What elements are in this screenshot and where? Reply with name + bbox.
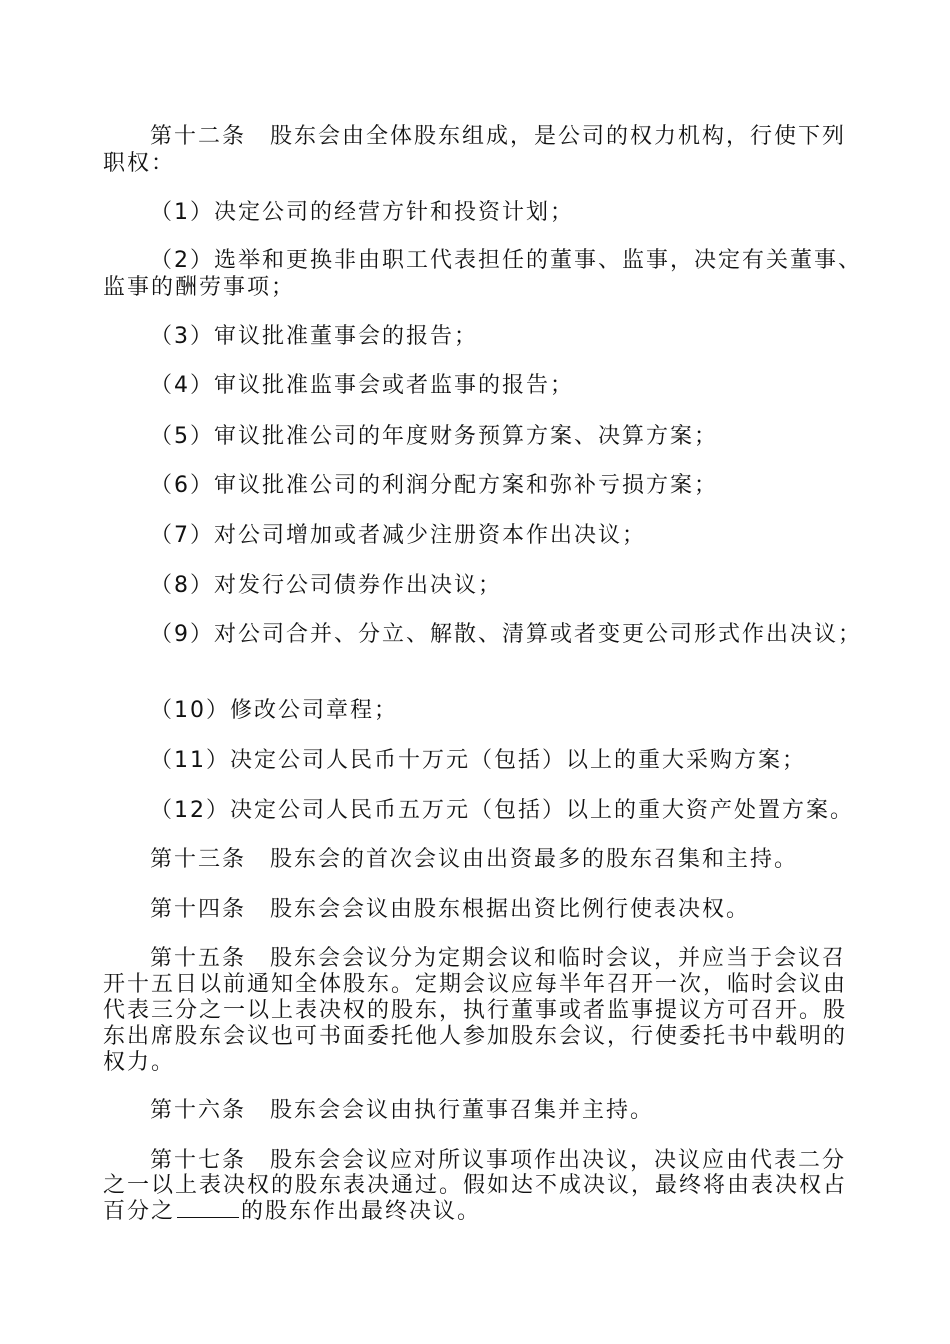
item-4: （4）审议批准监事会或者监事的报告； xyxy=(150,373,574,398)
item-11: （11）决定公司人民币十万元（包括）以上的重大采购方案； xyxy=(150,748,806,773)
article-17-line3-end: 的股东作出最终决议。 xyxy=(241,1199,482,1224)
item-8: （8）对发行公司债券作出决议； xyxy=(150,573,502,598)
item-7: （7）对公司增加或者减少注册资本作出决议； xyxy=(150,523,646,548)
article-17-line1: 第十七条 股东会会议应对所议事项作出决议，决议应由代表二分 xyxy=(150,1148,847,1173)
article-14: 第十四条 股东会会议由股东根据出资比例行使表决权。 xyxy=(150,897,751,922)
article-15-line2: 开十五日以前通知全体股东。定期会议应每半年召开一次，临时会议由 xyxy=(103,972,848,997)
article-17-line3-start: 百分之 xyxy=(103,1199,176,1224)
item-2-line1: （2）选举和更换非由职工代表担任的董事、监事，决定有关董事、 xyxy=(150,248,862,273)
article-16: 第十六条 股东会会议由执行董事召集并主持。 xyxy=(150,1098,655,1123)
percentage-blank xyxy=(177,1199,239,1218)
item-5: （5）审议批准公司的年度财务预算方案、决算方案； xyxy=(150,424,718,449)
item-9: （9）对公司合并、分立、解散、清算或者变更公司形式作出决议； xyxy=(150,622,862,647)
article-17-line3 xyxy=(103,1199,481,1225)
article-15-line3: 代表三分之一以上表决权的股东，执行董事或者监事提议方可召开。股 xyxy=(103,998,848,1023)
article-15-line1: 第十五条 股东会会议分为定期会议和临时会议，并应当于会议召 xyxy=(150,946,847,971)
article-12-line1: 第十二条 股东会由全体股东组成，是公司的权力机构，行使下列 xyxy=(150,124,847,149)
item-3: （3）审议批准董事会的报告； xyxy=(150,324,478,349)
article-17-line2: 之一以上表决权的股东表决通过。假如达不成决议，最终将由表决权占 xyxy=(103,1173,848,1198)
article-15-line5: 权力。 xyxy=(103,1050,176,1075)
item-1: （1）决定公司的经营方针和投资计划； xyxy=(150,200,574,225)
article-15-line4: 东出席股东会议也可书面委托他人参加股东会议，行使委托书中载明的 xyxy=(103,1024,848,1049)
article-13: 第十三条 股东会的首次会议由出资最多的股东召集和主持。 xyxy=(150,847,799,872)
article-12-line2: 职权： xyxy=(103,151,176,176)
item-12: （12）决定公司人民币五万元（包括）以上的重大资产处置方案。 xyxy=(150,798,854,823)
item-6: （6）审议批准公司的利润分配方案和弥补亏损方案； xyxy=(150,473,718,498)
item-10: （10）修改公司章程； xyxy=(150,698,398,723)
item-2-line2: 监事的酬劳事项； xyxy=(103,275,296,300)
